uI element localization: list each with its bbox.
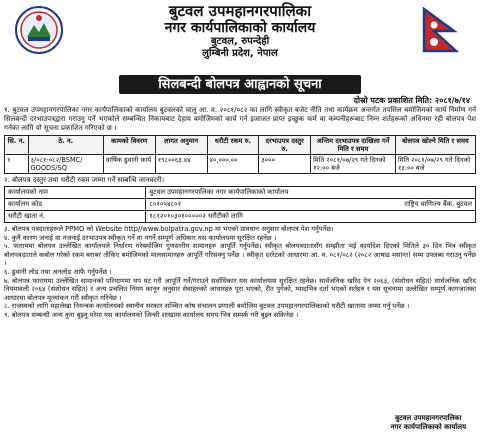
- header-cell: बोलपत्र खोल्ने मिति र समय: [395, 136, 475, 155]
- table-cell: ४०,०००.००: [207, 155, 259, 174]
- signature-line-1: बुटवल उपमहानगरपालिका: [395, 414, 462, 422]
- table-cell: ३/०८१-०८२/BSMC/ GOODS/SQ: [28, 155, 103, 174]
- office-code: ८०१०५४८०१: [149, 200, 182, 208]
- table-cell: ३०००: [259, 155, 311, 174]
- province-name: लुम्बिनी प्रदेश, नेपाल: [202, 48, 278, 59]
- list-item: ९. बोलपत्र सम्बन्धी अन्य कुरा बुझ्नु परेमा यस कार्यालयको जिन्सी शाखामा कार्यालय समय भित्र सम्पर्क गरी बुझ्न सकिनेछ ।: [4, 310, 299, 319]
- list-item: ४. कुनै कारण जनाई वा नजनाई दरभाउपत्र स्वीकृत गर्ने वा नगर्ने सम्पूर्ण अधिकार यस कार्यालयमा सुरक्षित रहनेछ ।: [4, 233, 277, 242]
- table-cell: १: [5, 155, 29, 174]
- table-row: [5, 199, 476, 211]
- list-item: ३. बोलपत्र पत्रदाताहरूले PPMO को Website http//www.bolpatra.gov.np मा भएको प्रावधान अनुसार बोलपत्र पेश गर्नुपर्नेछ।: [4, 225, 334, 233]
- nepal-flag-icon: [414, 5, 464, 55]
- header-cell: दरभाउपत्र दस्तुर रु.: [259, 136, 311, 155]
- paragraph-2: २. बोलपत्र दस्तुर तथा धरौटी रकम जम्मा गर्ने सम्बन्धि जानकारी।: [4, 176, 165, 184]
- table-row: [5, 187, 476, 199]
- header-cell: लागत अनुमान: [155, 136, 207, 155]
- tender-table: [4, 135, 476, 174]
- table-cell: मिति २०८१/०७/२९ गते दिनको १२:०० बजे: [311, 155, 396, 174]
- table-cell: धरौटी खाता नं.: [5, 211, 146, 223]
- municipality-name: बुटवल उपमहानगरपालिका: [168, 2, 312, 20]
- list-item: ६. ढुवानी लोड तथा अनलोड आफै गर्नुपर्नेछ ।: [4, 267, 112, 276]
- list-item: ८. राजस्वको लागि महालेखा नियन्त्रक कार्यालयको स्थानीय सरकार सञ्चित कोष संचालन प्रणाली बमोजिम बुटवल उपमहानगरपालिकाको धरौटी खातामा जम्मा गर्नु पर्नेछ ।: [4, 302, 410, 311]
- header-cell: धरौटी रकम रु.: [207, 136, 259, 155]
- table-cell: बुटवल उपमहानगरपालिका नगर कार्यपालिकाको कार्यालय: [146, 187, 476, 199]
- header-cell: अन्तिम दरभाउपत्र दाखिला गर्ने मिति र समय: [311, 136, 396, 155]
- header-cell: सि. न.: [5, 136, 29, 155]
- header-cell: ठे. न.: [28, 136, 103, 155]
- table-row: [5, 155, 476, 174]
- notice-title: सिलबन्दी बोलपत्र आह्वानको सूचना: [119, 75, 361, 94]
- table-cell: [146, 199, 476, 211]
- table-cell: १९८००६३.४४: [155, 155, 207, 174]
- municipality-emblem-icon: [14, 5, 64, 55]
- signature-line-2: नगर कार्यपालिकाको कार्यालय: [390, 423, 466, 431]
- office-name: नगर कार्यपालिकाको कार्यालय: [164, 20, 316, 36]
- office-address: बुटवल, रुपन्देही: [210, 36, 270, 47]
- list-item: ५. फाराममा बोलपत्र उल्लेखित कार्यालयले निर्धारण गरेबमोजिम गुणस्तरीय सामानहरु आपूर्ति गर्नुपर्नेछ। स्वीकृत बोलपत्रदातासँग सम्झौता भई कार्यादेश दिएको मितिले ३० दिन भित्र स्वीकृत बोलपत्रदाताले कबोल गरेको रकम बराबर तोकिए बमोजिमको मालसामानहरु आपूर्ति गरिसक्नु पर्नेछ । स्वीकृत दररेटको आधारमा आ. व. ०८१/०८२ (२०८२ आषाढ मसान्त) सम्म उपलब्ध गराउनु पर्नेछ ।: [4, 242, 476, 268]
- list-item: ७. बोलपत्र फाराममा उल्लेखित सामानको परिमाणमा थप घट गरी आपूर्ति गर्ने/गराउने सर्वाधिकार यस कार्यालयमा सुरक्षित रहनेछ। सार्वजनिक खरिद ऐन २०६३, (संशोधन सहित) सार्वजनिक खरिद नियमावली २०६४ (संशोधन सहित) र अन्य प्रचलित नियम कानून अनुसार सेवाहरुको आधारहरु पूरा भएको, रीत पुगेको, म्यादभित्र दर्ता भएको सर्तहरु र यस सूचनामा उल्लेखित सम्पूर्ण कागजातका आधारमा बोलपत्र मूल्यांकन गरी स्वीकृत गरिनेछ ।: [4, 276, 476, 302]
- signature-block: [391, 414, 466, 432]
- table-cell: १८१२०१०३०१०००००२ धरौटीको लागि: [146, 211, 476, 223]
- table-header-row: [5, 136, 476, 155]
- table-cell: कार्यालय कोड: [5, 199, 146, 211]
- header-cell: कामको विवरण: [103, 136, 155, 155]
- paragraph-1: १. बुटवल उपमहानगरपालिका नगर कार्यपालिकाको कार्यालय बुटवलको चालु आ. व. २०८१/०८२ का लागि स्वीकृत बजेट नीति तथा कार्यक्रम अन्तर्गत तपसिल बमोजिमको कार्य निर्माण गर्न सिलबन्दी दरभाउपत्रद्वारा गराउनु पर्ने भएकोले सम्बन्धित निकायबाट देहाय बमोजिमको कार्य गर्न इजाजत प्राप्त इच्छुक फर्म वा कम्पनीहरूबाट निम्न शर्तहरूको अधिनमा रही बोलपत्र पेश गर्नका लागि यो सूचना प्रकाशित गरिएको छ ।: [4, 106, 476, 132]
- bank-details-table: [4, 186, 476, 223]
- bank-name: राष्ट्रिय वाणिज्य बैंक, बुटवल: [404, 200, 472, 208]
- conditions-list: [4, 225, 476, 320]
- publish-date: दोस्रो पटक प्रकाशित मिति: २०८१/७/१४: [353, 96, 470, 105]
- table-row: [5, 211, 476, 223]
- table-cell: मिति २०८१/०७/२९ गते दिनको १३:०० बजे: [395, 155, 475, 174]
- table-cell: कार्यालयको नाम: [5, 187, 146, 199]
- letterhead: [4, 3, 476, 73]
- table-cell: वार्षिक ढुवानी कार्य: [103, 155, 155, 174]
